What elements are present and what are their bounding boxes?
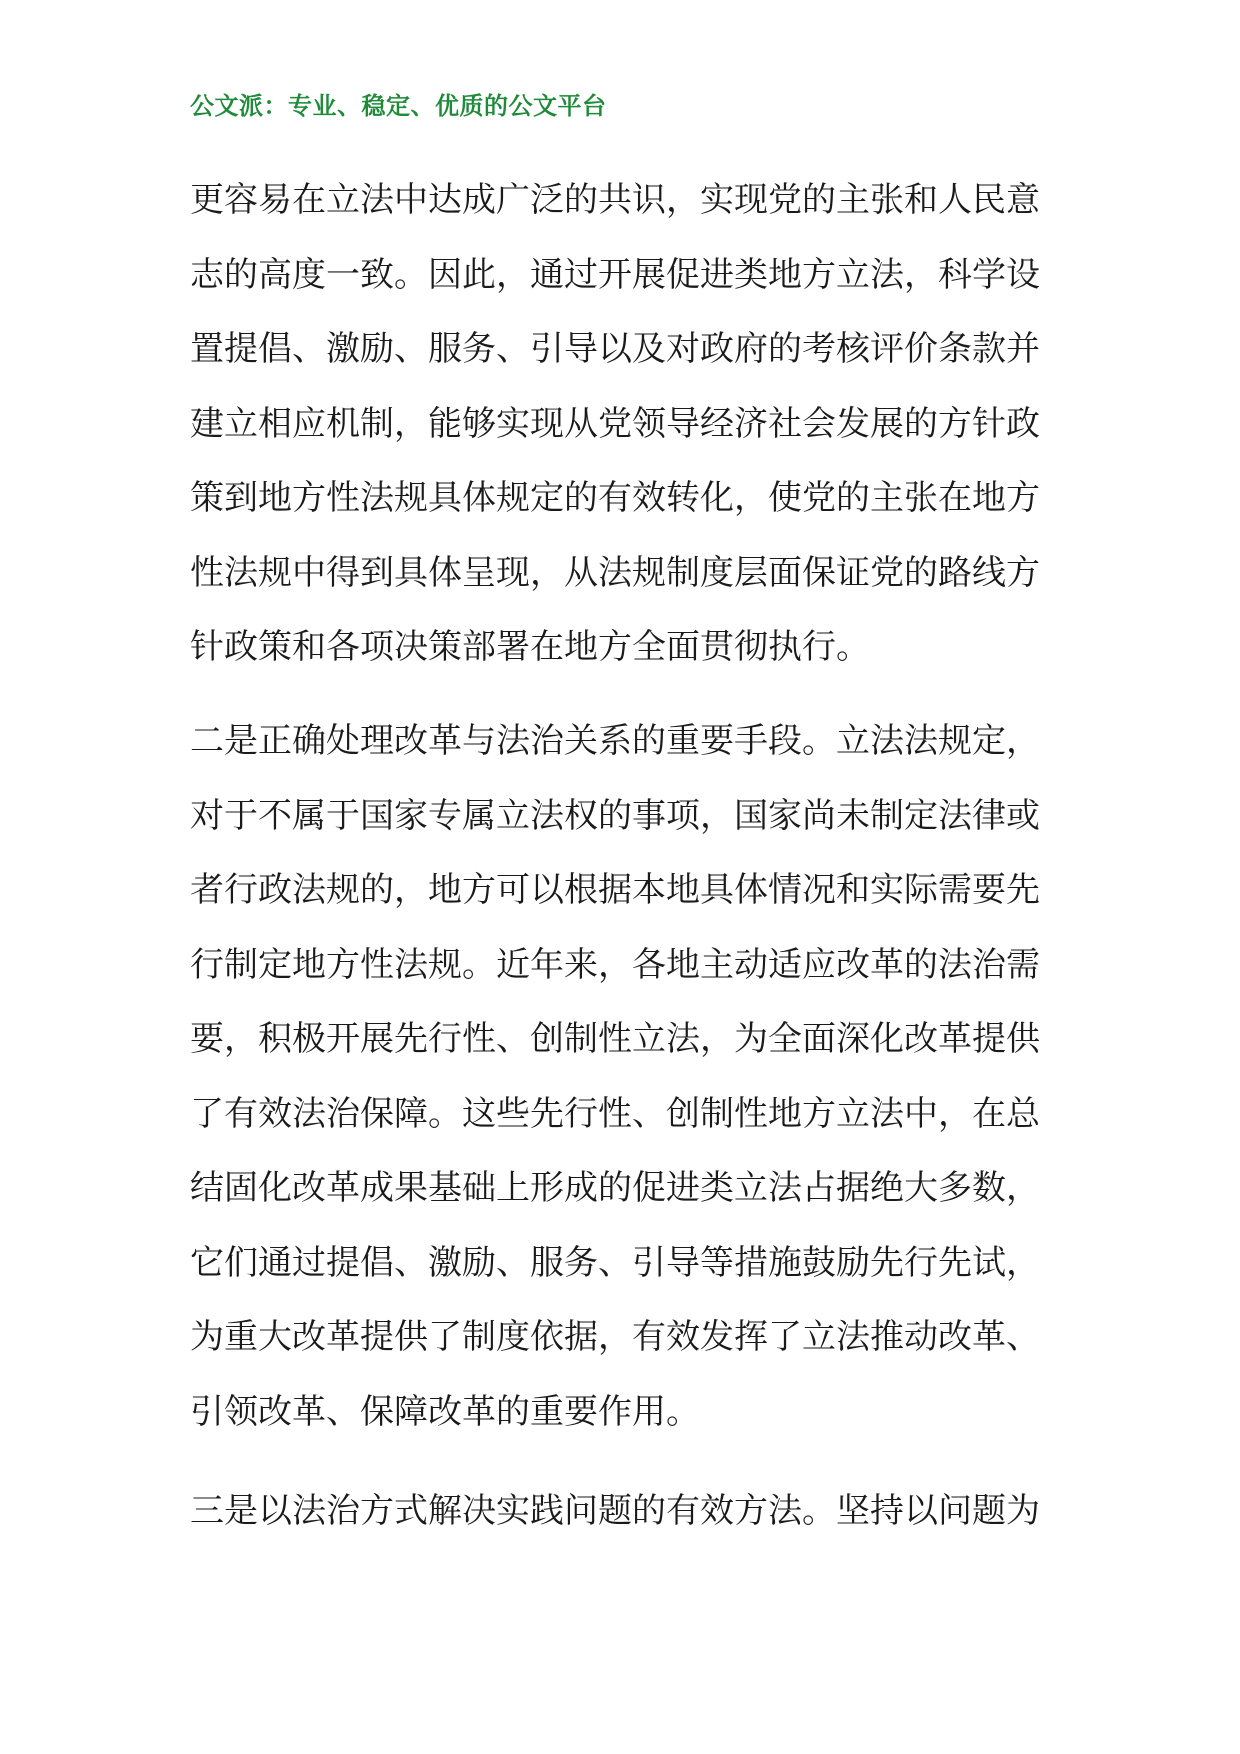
paragraph-line: 为重大改革提供了制度依据，有效发挥了立法推动改革、 [190,1317,1040,1357]
paragraph-line: 它们通过提倡、激励、服务、引导等措施鼓励先行先试， [190,1242,1040,1283]
paragraph-line: 置提倡、激励、服务、引导以及对政府的考核评价条款并 [190,329,1040,369]
paragraph-line: 对于不属于国家专属立法权的事项，国家尚未制定法律或 [190,795,1040,836]
paragraph-line: 引领改革、保障改革的重要作用。 [190,1391,700,1432]
paragraph-line: 建立相应机制，能够实现从党领导经济社会发展的方针政 [190,403,1040,444]
page-header-title: 公文派：专业、稳定、优质的公文平台 [190,92,607,120]
paragraph-line: 要，积极开展先行性、创制性立法，为全面深化改革提供 [190,1019,1040,1059]
paragraph-line: 三是以法治方式解决实践问题的有效方法。坚持以问题为 [190,1491,1040,1531]
paragraph-line: 者行政法规的，地方可以根据本地具体情况和实际需要先 [190,870,1040,910]
paragraph-line: 行制定地方性法规。近年来，各地主动适应改革的法治需 [190,944,1040,985]
paragraph-line: 针政策和各项决策部署在地方全面贯彻执行。 [190,627,870,667]
paragraph-line: 结固化改革成果基础上形成的促进类立法占据绝大多数， [190,1168,1040,1208]
paragraph-line: 志的高度一致。因此，通过开展促进类地方立法，科学设 [190,254,1040,295]
paragraph-2 [190,704,1060,1449]
paragraph-line: 性法规中得到具体呈现，从法规制度层面保证党的路线方 [190,552,1040,593]
paragraph-3 [190,1474,1060,1549]
paragraph-line: 策到地方性法规具体规定的有效转化，使党的主张在地方 [190,478,1040,518]
paragraph-1 [190,163,1060,685]
paragraph-line: 更容易在立法中达成广泛的共识，实现党的主张和人民意 [190,180,1040,220]
paragraph-line: 了有效法治保障。这些先行性、创制性地方立法中，在总 [190,1093,1040,1134]
paragraph-line: 二是正确处理改革与法治关系的重要手段。立法法规定， [190,721,1040,761]
